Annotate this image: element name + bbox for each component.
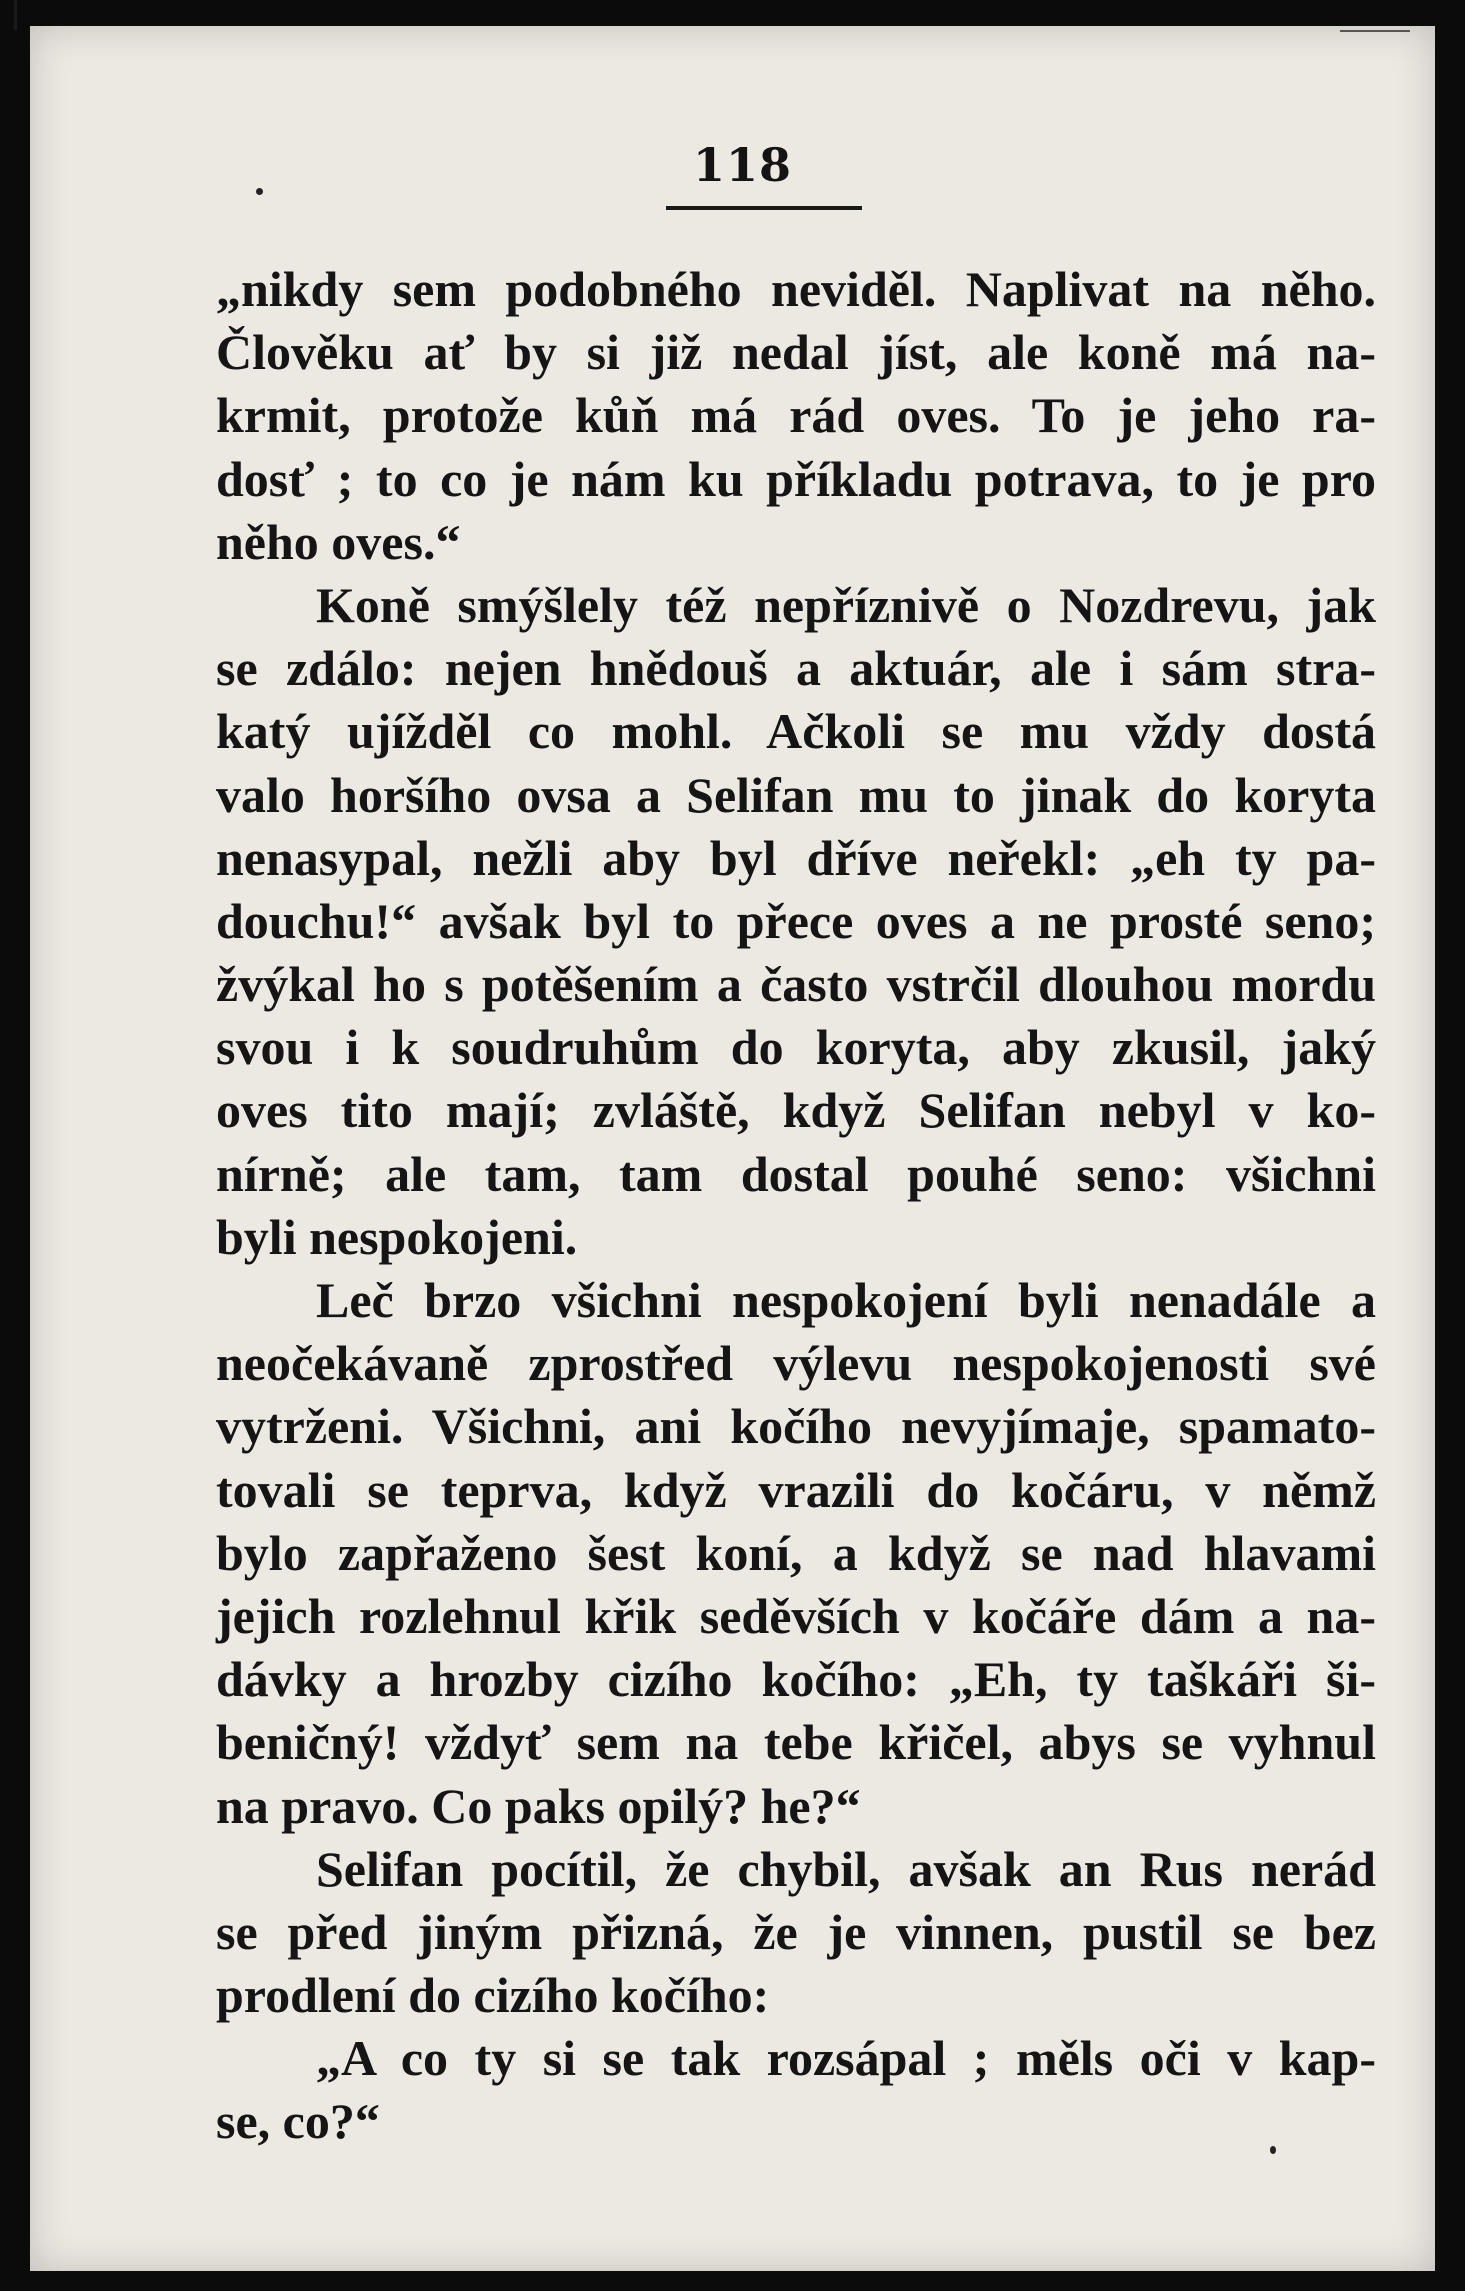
ink-speck — [1270, 2146, 1276, 2154]
text-line: byli nespokojeni. — [216, 1208, 578, 1265]
text-line: beničný! vždyť sem na tebe křičel, abys se vyhnul — [216, 1714, 1376, 1771]
text-line: žvýkal ho s potěšením a často vstrčil dlouhou mordu — [216, 956, 1376, 1013]
text-line: valo horšího ovsa a Selifan mu to jinak do koryta — [216, 766, 1376, 823]
text-line: douchu!“ avšak byl to přece oves a ne prosté seno; — [216, 892, 1376, 949]
text-line: se před jiným přizná, že je vinnen, pustil se bez — [216, 1903, 1376, 1960]
text-line: neočekávaně zprostřed výlevu nespokojenosti své — [216, 1335, 1376, 1392]
text-line: nenasypal, nežli aby byl dříve neřekl: „eh ty pa- — [216, 829, 1376, 886]
text-line: tovali se teprva, když vrazili do kočáru, v němž — [216, 1461, 1376, 1518]
text-line: krmit, protože kůň má rád oves. To je jeho ra- — [216, 387, 1376, 444]
text-line: bylo zapřaženo šest koní, a když se nad hlavami — [216, 1524, 1376, 1581]
text-line: katý ujížděl co mohl. Ačkoli se mu vždy dostá — [216, 703, 1376, 760]
text-line: Člověku ať by si již nedal jíst, ale koně má na- — [216, 324, 1376, 381]
text-line: „nikdy sem podobného neviděl. Naplivat na něho. — [216, 261, 1376, 317]
scan-edge — [1340, 30, 1410, 32]
page-header — [30, 138, 1435, 192]
text-line: nírně; ale tam, tam dostal pouhé seno: všichni — [216, 1145, 1376, 1202]
text-line: se zdálo: nejen hnědouš a aktuár, ale i sám stra- — [216, 640, 1376, 697]
text-line: se, co?“ — [216, 2093, 380, 2150]
text-line: Selifan pocítil, že chybil, avšak an Rus nerád — [316, 1840, 1376, 1897]
text-line: jejich rozlehnul křik seděvších v kočáře dám a na- — [216, 1587, 1376, 1644]
text-line: Leč brzo všichni nespokojení byli nenadále a — [316, 1272, 1376, 1328]
text-line: „A co ty si se tak rozsápal ; měls oči v kap- — [316, 2030, 1376, 2087]
text-line: dosť ; to co je nám ku příkladu potrava, to je pro — [216, 450, 1376, 507]
body-text — [216, 258, 1376, 2154]
header-rule — [666, 206, 862, 210]
book-page — [30, 26, 1435, 2271]
page-number: 118 — [692, 138, 793, 192]
text-line: vytrženi. Všichni, ani kočího nevyjímaje, spamato- — [216, 1398, 1376, 1455]
text-line: oves tito mají; zvláště, když Selifan nebyl v ko- — [216, 1082, 1376, 1139]
text-line: prodlení do cizího kočího: — [216, 1967, 770, 2024]
text-line: Koně smýšlely též nepříznivě o Nozdrevu, jak — [316, 576, 1376, 633]
text-line: dávky a hrozby cizího kočího: „Eh, ty taškáři ši- — [216, 1651, 1376, 1708]
scan-edge — [14, 0, 17, 30]
ink-speck — [256, 188, 263, 195]
text-line: na pravo. Co paks opilý? he?“ — [216, 1777, 861, 1834]
text-line: něho oves.“ — [216, 513, 461, 570]
text-line: svou i k soudruhům do koryta, aby zkusil, jaký — [216, 1019, 1376, 1076]
